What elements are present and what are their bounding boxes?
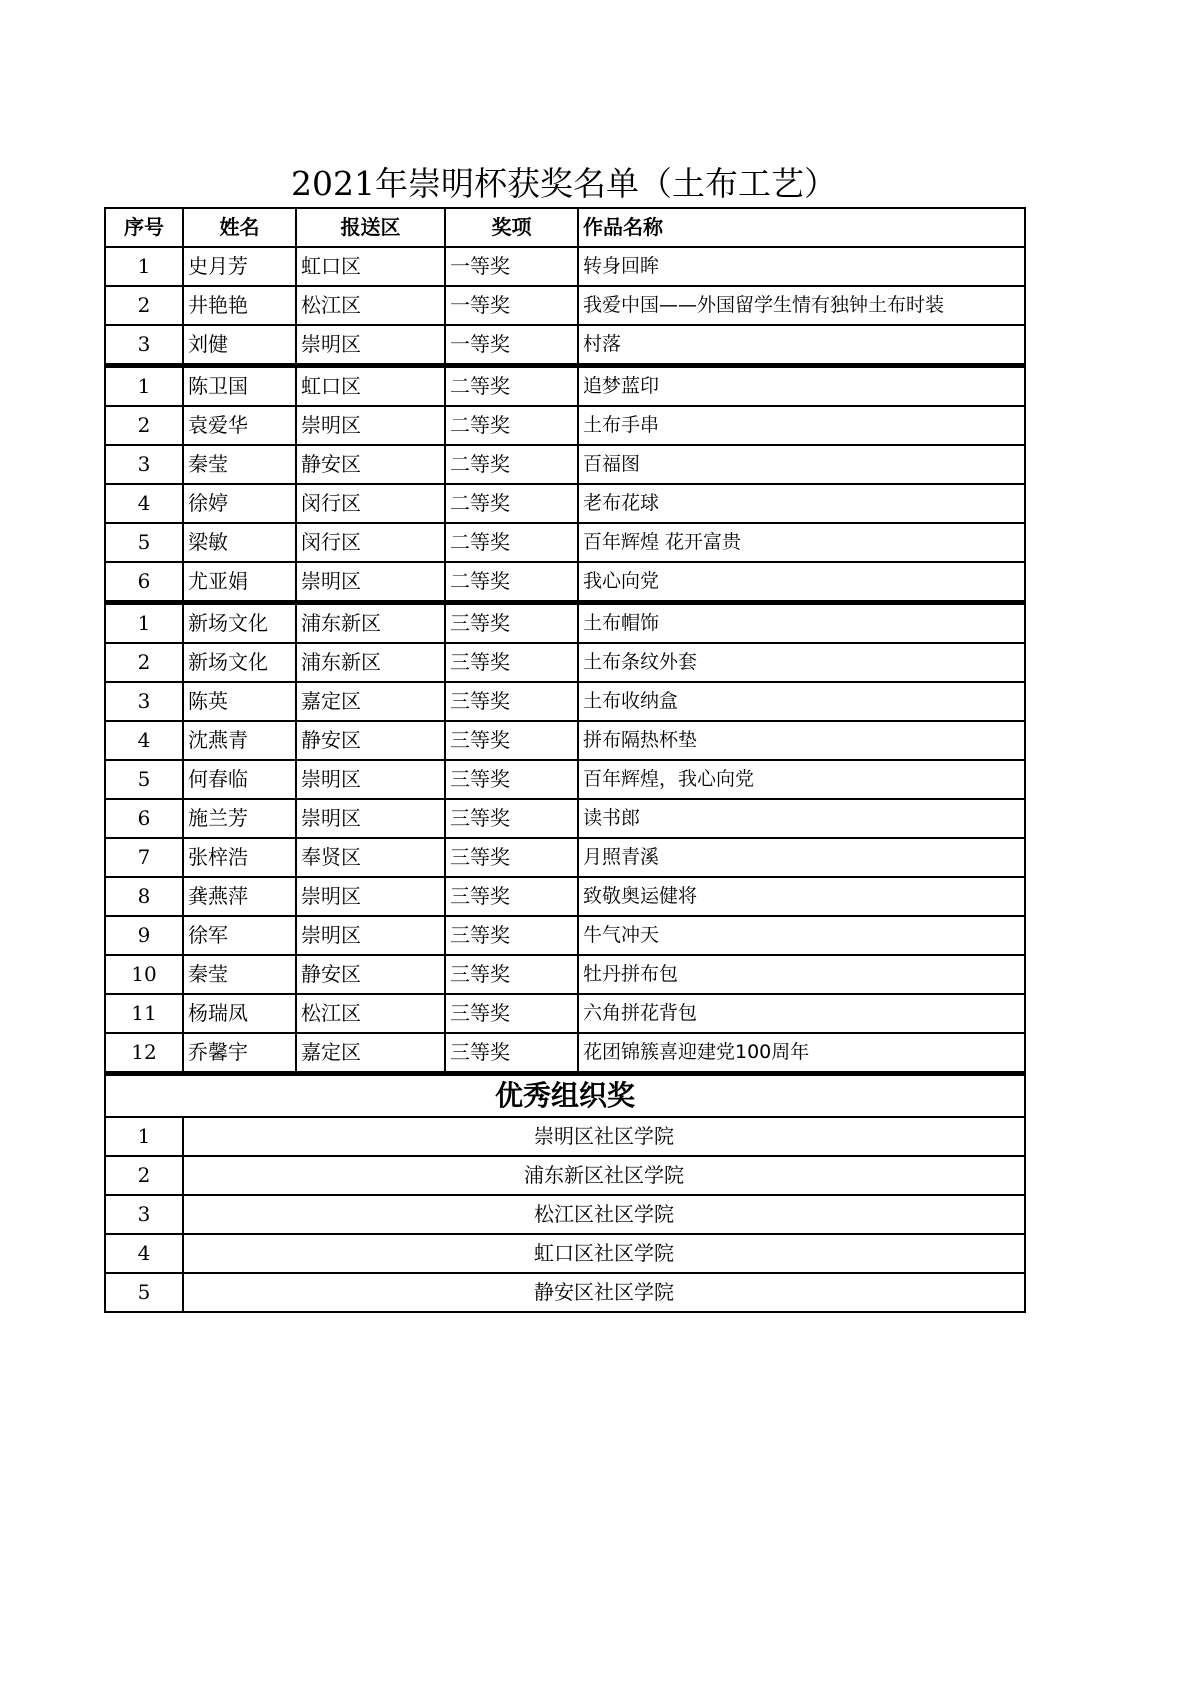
cell-no: 11 [105,994,183,1033]
cell-district: 松江区 [296,286,445,325]
cell-award: 一等奖 [445,325,578,366]
cell-work: 老布花球 [578,484,1025,523]
cell-name: 施兰芳 [183,799,296,838]
cell-district: 静安区 [296,721,445,760]
table-row [105,955,1025,994]
cell-award: 二等奖 [445,523,578,562]
org-award-row [105,1273,1025,1312]
cell-no: 2 [105,1156,183,1195]
cell-name: 尤亚娟 [183,562,296,603]
cell-org-name: 浦东新区社区学院 [183,1156,1025,1195]
cell-award: 三等奖 [445,603,578,644]
cell-no: 8 [105,877,183,916]
cell-district: 闵行区 [296,484,445,523]
cell-work: 追梦蓝印 [578,366,1025,407]
cell-name: 新场文化 [183,603,296,644]
cell-district: 奉贤区 [296,838,445,877]
org-award-row [105,1195,1025,1234]
cell-name: 井艳艳 [183,286,296,325]
table-row [105,643,1025,682]
cell-name: 史月芳 [183,247,296,286]
cell-district: 浦东新区 [296,643,445,682]
cell-work: 百年辉煌 花开富贵 [578,523,1025,562]
cell-name: 徐婷 [183,484,296,523]
org-award-row [105,1117,1025,1156]
cell-no: 7 [105,838,183,877]
cell-no: 2 [105,643,183,682]
table-row [105,247,1025,286]
page-title: 2021年崇明杯获奖名单（土布工艺） [291,164,837,203]
cell-no: 5 [105,523,183,562]
cell-award: 一等奖 [445,247,578,286]
cell-org-name: 静安区社区学院 [183,1273,1025,1312]
cell-name: 龚燕萍 [183,877,296,916]
header-award: 奖项 [445,208,578,247]
cell-district: 崇明区 [296,799,445,838]
cell-no: 6 [105,799,183,838]
cell-name: 杨瑞凤 [183,994,296,1033]
cell-award: 三等奖 [445,760,578,799]
cell-district: 闵行区 [296,523,445,562]
cell-name: 沈燕青 [183,721,296,760]
cell-work: 百年辉煌，我心向党 [578,760,1025,799]
cell-name: 袁爱华 [183,406,296,445]
cell-award: 三等奖 [445,1033,578,1074]
cell-award: 三等奖 [445,643,578,682]
header-name: 姓名 [183,208,296,247]
cell-award: 三等奖 [445,721,578,760]
table-row [105,877,1025,916]
cell-district: 嘉定区 [296,682,445,721]
cell-district: 嘉定区 [296,1033,445,1074]
cell-work: 我爱中国——外国留学生情有独钟土布时装 [578,286,1025,325]
cell-district: 浦东新区 [296,603,445,644]
cell-award: 三等奖 [445,877,578,916]
cell-no: 6 [105,562,183,603]
table-row [105,721,1025,760]
cell-name: 秦莹 [183,445,296,484]
cell-name: 新场文化 [183,643,296,682]
cell-name: 梁敏 [183,523,296,562]
cell-district: 静安区 [296,445,445,484]
cell-district: 崇明区 [296,325,445,366]
awards-table [104,207,1026,1313]
cell-no: 1 [105,1117,183,1156]
cell-award: 二等奖 [445,406,578,445]
cell-award: 三等奖 [445,838,578,877]
cell-award: 三等奖 [445,682,578,721]
cell-award: 一等奖 [445,286,578,325]
table-row [105,994,1025,1033]
cell-no: 5 [105,760,183,799]
cell-no: 1 [105,366,183,407]
cell-work: 土布收纳盒 [578,682,1025,721]
cell-district: 崇明区 [296,877,445,916]
cell-work: 致敬奥运健将 [578,877,1025,916]
table-row [105,286,1025,325]
cell-no: 1 [105,603,183,644]
cell-name: 秦莹 [183,955,296,994]
cell-name: 刘健 [183,325,296,366]
cell-name: 徐军 [183,916,296,955]
cell-work: 村落 [578,325,1025,366]
org-award-header-row [105,1074,1025,1118]
cell-no: 2 [105,286,183,325]
cell-district: 虹口区 [296,247,445,286]
table-row [105,916,1025,955]
header-no: 序号 [105,208,183,247]
cell-award: 二等奖 [445,562,578,603]
header-work: 作品名称 [578,208,1025,247]
cell-award: 二等奖 [445,484,578,523]
cell-work: 土布手串 [578,406,1025,445]
cell-district: 崇明区 [296,760,445,799]
cell-org-name: 虹口区社区学院 [183,1234,1025,1273]
org-award-row [105,1234,1025,1273]
table-row [105,603,1025,644]
cell-name: 张梓浩 [183,838,296,877]
cell-district: 崇明区 [296,562,445,603]
header-row [105,208,1025,247]
table-row [105,484,1025,523]
cell-award: 三等奖 [445,916,578,955]
table-row [105,760,1025,799]
cell-work: 拼布隔热杯垫 [578,721,1025,760]
cell-work: 我心向党 [578,562,1025,603]
cell-work: 月照青溪 [578,838,1025,877]
table-row [105,838,1025,877]
cell-no: 10 [105,955,183,994]
cell-district: 崇明区 [296,406,445,445]
cell-work: 土布条纹外套 [578,643,1025,682]
table-row [105,325,1025,366]
cell-award: 二等奖 [445,366,578,407]
cell-district: 崇明区 [296,916,445,955]
cell-no: 3 [105,325,183,366]
org-award-title: 优秀组织奖 [105,1074,1025,1118]
cell-work: 牡丹拼布包 [578,955,1025,994]
table-row [105,523,1025,562]
cell-work: 土布帽饰 [578,603,1025,644]
cell-work: 百福图 [578,445,1025,484]
cell-district: 松江区 [296,994,445,1033]
cell-award: 三等奖 [445,799,578,838]
cell-work: 读书郎 [578,799,1025,838]
table-row [105,366,1025,407]
cell-no: 4 [105,484,183,523]
cell-work: 转身回眸 [578,247,1025,286]
cell-no: 12 [105,1033,183,1074]
cell-name: 陈英 [183,682,296,721]
cell-work: 牛气冲天 [578,916,1025,955]
cell-no: 2 [105,406,183,445]
cell-no: 9 [105,916,183,955]
cell-award: 二等奖 [445,445,578,484]
cell-no: 4 [105,1234,183,1273]
cell-no: 3 [105,682,183,721]
cell-award: 三等奖 [445,955,578,994]
cell-name: 乔馨宇 [183,1033,296,1074]
cell-district: 静安区 [296,955,445,994]
cell-org-name: 松江区社区学院 [183,1195,1025,1234]
table-row [105,799,1025,838]
cell-work: 花团锦簇喜迎建党100周年 [578,1033,1025,1074]
cell-org-name: 崇明区社区学院 [183,1117,1025,1156]
cell-no: 4 [105,721,183,760]
cell-district: 虹口区 [296,366,445,407]
table-row [105,445,1025,484]
table-row [105,682,1025,721]
header-district: 报送区 [296,208,445,247]
cell-award: 三等奖 [445,994,578,1033]
cell-no: 1 [105,247,183,286]
cell-name: 何春临 [183,760,296,799]
awards-body [105,247,1025,1312]
cell-no: 5 [105,1273,183,1312]
cell-work: 六角拼花背包 [578,994,1025,1033]
cell-no: 3 [105,1195,183,1234]
cell-no: 3 [105,445,183,484]
cell-name: 陈卫国 [183,366,296,407]
org-award-row [105,1156,1025,1195]
table-row [105,562,1025,603]
table-row [105,406,1025,445]
table-row [105,1033,1025,1074]
